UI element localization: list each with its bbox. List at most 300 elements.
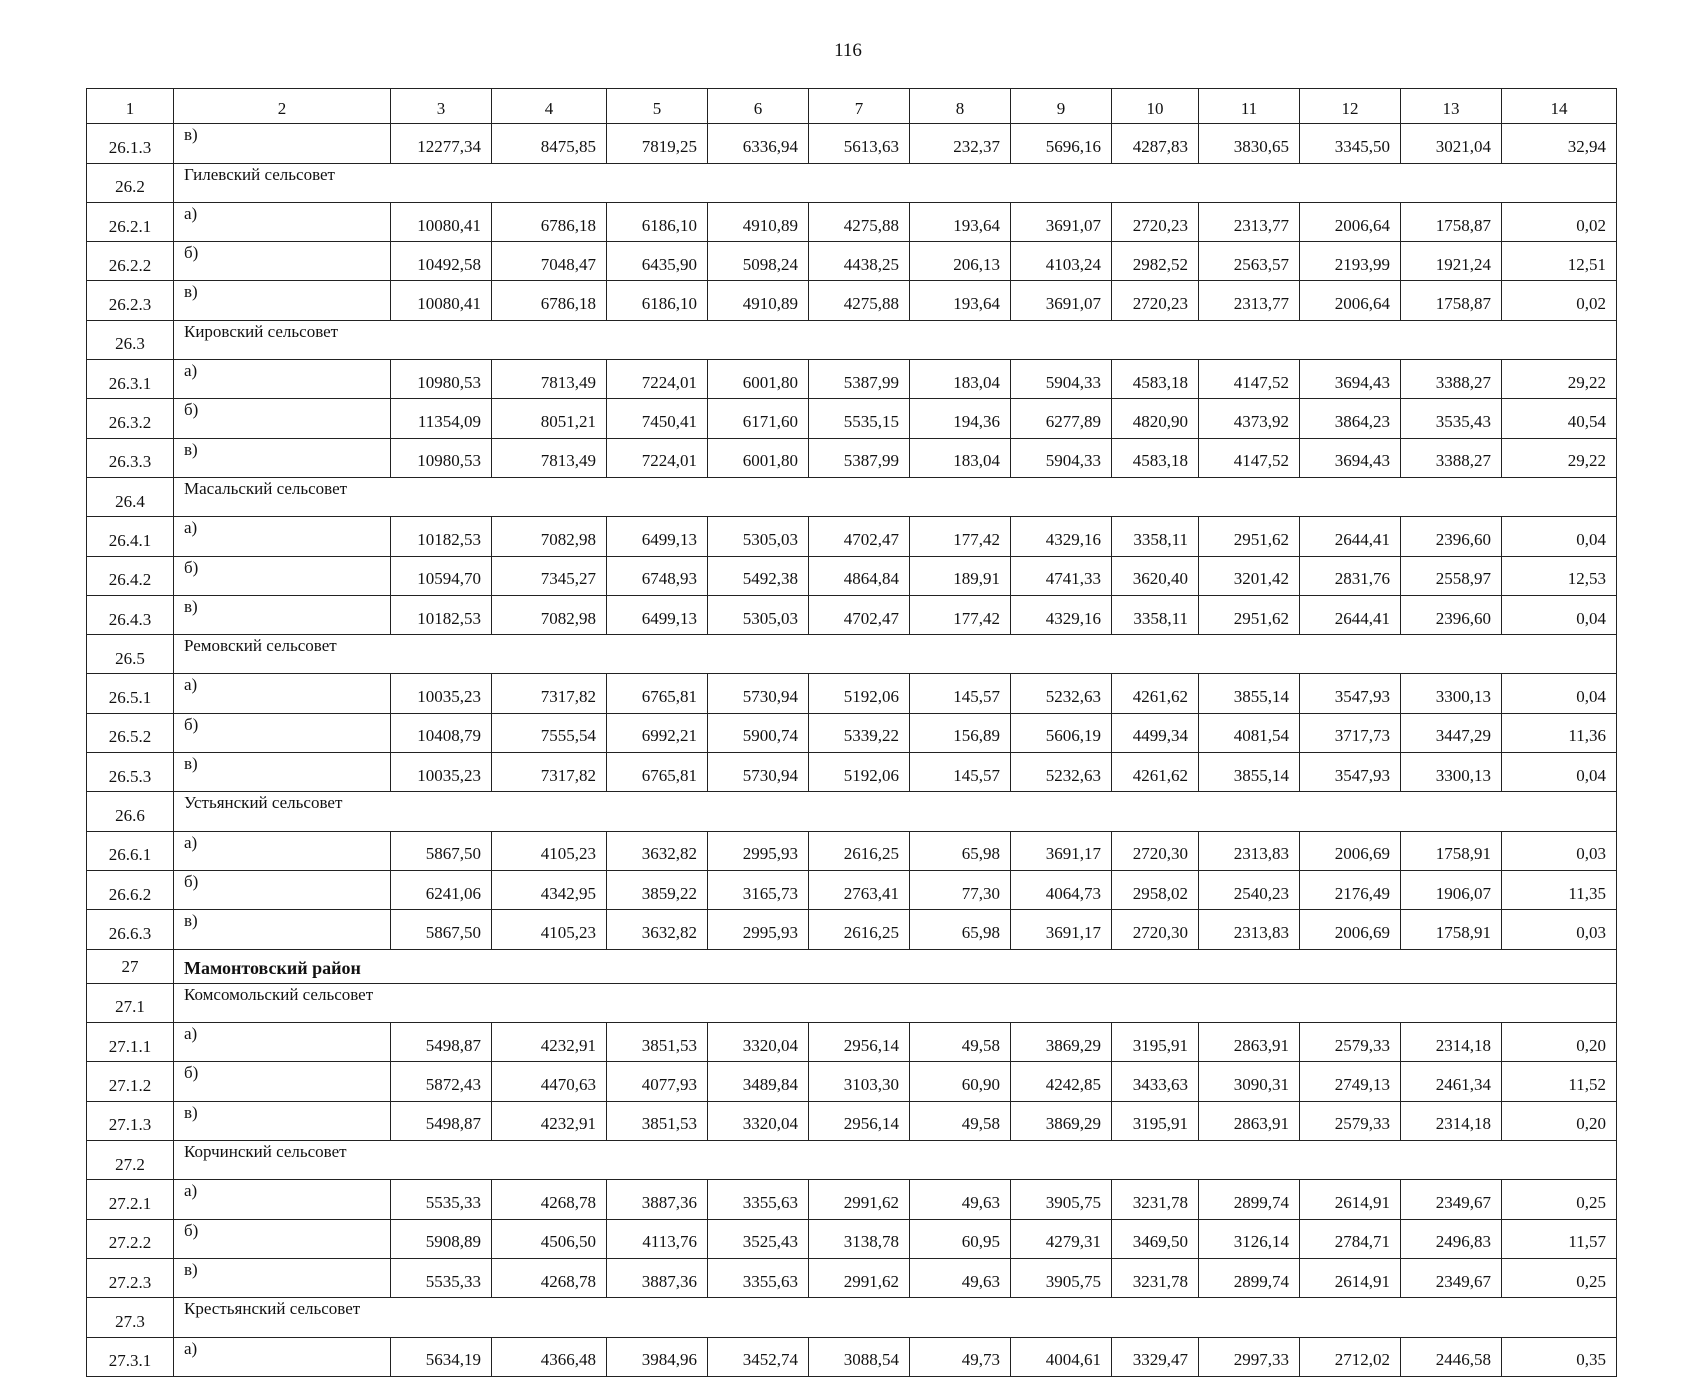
row-code: 26.3.1	[87, 360, 174, 399]
value-cell: 10182,53	[391, 595, 492, 634]
value-cell: 4438,25	[809, 242, 910, 281]
value-cell: 3984,96	[607, 1337, 708, 1376]
row-variant-label: в)	[174, 1258, 391, 1297]
row-variant-label: в)	[174, 910, 391, 949]
value-cell: 2982,52	[1112, 242, 1199, 281]
value-cell: 10080,41	[391, 202, 492, 241]
row-code: 27.2.2	[87, 1219, 174, 1258]
column-header: 6	[708, 89, 809, 124]
value-cell: 2749,13	[1300, 1062, 1401, 1101]
value-cell: 3859,22	[607, 870, 708, 909]
value-cell: 10594,70	[391, 556, 492, 595]
table-row	[87, 753, 1617, 792]
row-variant-label: б)	[174, 242, 391, 281]
value-cell: 2314,18	[1401, 1101, 1502, 1140]
value-cell: 5232,63	[1011, 753, 1112, 792]
value-cell: 5535,15	[809, 399, 910, 438]
value-cell: 194,36	[910, 399, 1011, 438]
value-cell: 2644,41	[1300, 517, 1401, 556]
value-cell: 7082,98	[492, 517, 607, 556]
row-code: 26.4.1	[87, 517, 174, 556]
value-cell: 5730,94	[708, 753, 809, 792]
row-code: 26.6	[87, 792, 174, 831]
value-cell: 3201,42	[1199, 556, 1300, 595]
value-cell: 2446,58	[1401, 1337, 1502, 1376]
row-code: 27.1.2	[87, 1062, 174, 1101]
value-cell: 0,02	[1502, 281, 1617, 320]
value-cell: 4004,61	[1011, 1337, 1112, 1376]
value-cell: 6786,18	[492, 281, 607, 320]
value-cell: 2313,77	[1199, 281, 1300, 320]
value-cell: 11,57	[1502, 1219, 1617, 1258]
section-row	[87, 477, 1617, 516]
value-cell: 5867,50	[391, 831, 492, 870]
value-cell: 3195,91	[1112, 1101, 1199, 1140]
value-cell: 4910,89	[708, 281, 809, 320]
value-cell: 2313,77	[1199, 202, 1300, 241]
row-variant-label: в)	[174, 124, 391, 163]
row-code: 26.3	[87, 320, 174, 359]
value-cell: 5098,24	[708, 242, 809, 281]
value-cell: 3887,36	[607, 1180, 708, 1219]
value-cell: 2396,60	[1401, 595, 1502, 634]
value-cell: 232,37	[910, 124, 1011, 163]
section-row	[87, 792, 1617, 831]
value-cell: 4081,54	[1199, 713, 1300, 752]
value-cell: 2995,93	[708, 910, 809, 949]
value-cell: 2997,33	[1199, 1337, 1300, 1376]
row-code: 27.1	[87, 983, 174, 1022]
value-cell: 3388,27	[1401, 438, 1502, 477]
row-variant-label: а)	[174, 517, 391, 556]
value-cell: 3855,14	[1199, 674, 1300, 713]
value-cell: 3300,13	[1401, 674, 1502, 713]
row-code: 26.2.2	[87, 242, 174, 281]
value-cell: 3691,17	[1011, 910, 1112, 949]
row-variant-label: а)	[174, 360, 391, 399]
value-cell: 4268,78	[492, 1180, 607, 1219]
value-cell: 3905,75	[1011, 1258, 1112, 1297]
row-variant-label: а)	[174, 1023, 391, 1062]
value-cell: 2349,67	[1401, 1258, 1502, 1297]
value-cell: 6171,60	[708, 399, 809, 438]
table-row	[87, 202, 1617, 241]
column-header: 4	[492, 89, 607, 124]
value-cell: 10408,79	[391, 713, 492, 752]
value-cell: 2784,71	[1300, 1219, 1401, 1258]
section-title: Комсомольский сельсовет	[174, 983, 1617, 1022]
row-code: 26.2.1	[87, 202, 174, 241]
value-cell: 4506,50	[492, 1219, 607, 1258]
value-cell: 2579,33	[1300, 1023, 1401, 1062]
value-cell: 5305,03	[708, 595, 809, 634]
value-cell: 4820,90	[1112, 399, 1199, 438]
table-row	[87, 713, 1617, 752]
value-cell: 183,04	[910, 360, 1011, 399]
value-cell: 65,98	[910, 910, 1011, 949]
value-cell: 145,57	[910, 753, 1011, 792]
value-cell: 2956,14	[809, 1023, 910, 1062]
value-cell: 5867,50	[391, 910, 492, 949]
value-cell: 5498,87	[391, 1101, 492, 1140]
row-variant-label: б)	[174, 399, 391, 438]
value-cell: 189,91	[910, 556, 1011, 595]
value-cell: 4864,84	[809, 556, 910, 595]
value-cell: 3535,43	[1401, 399, 1502, 438]
value-cell: 2831,76	[1300, 556, 1401, 595]
value-cell: 3329,47	[1112, 1337, 1199, 1376]
row-code: 26.2.3	[87, 281, 174, 320]
table-body	[87, 89, 1617, 1377]
value-cell: 2193,99	[1300, 242, 1401, 281]
section-title: Корчинский сельсовет	[174, 1141, 1617, 1180]
row-code: 27.1.1	[87, 1023, 174, 1062]
value-cell: 4702,47	[809, 517, 910, 556]
value-cell: 2951,62	[1199, 517, 1300, 556]
value-cell: 3138,78	[809, 1219, 910, 1258]
value-cell: 3691,07	[1011, 281, 1112, 320]
row-code: 27.3.1	[87, 1337, 174, 1376]
column-header: 7	[809, 89, 910, 124]
value-cell: 4287,83	[1112, 124, 1199, 163]
value-cell: 0,04	[1502, 517, 1617, 556]
value-cell: 2712,02	[1300, 1337, 1401, 1376]
value-cell: 3851,53	[607, 1023, 708, 1062]
value-cell: 3525,43	[708, 1219, 809, 1258]
value-cell: 0,20	[1502, 1101, 1617, 1140]
value-cell: 2951,62	[1199, 595, 1300, 634]
value-cell: 5908,89	[391, 1219, 492, 1258]
value-cell: 7224,01	[607, 438, 708, 477]
column-header: 11	[1199, 89, 1300, 124]
table-row	[87, 1258, 1617, 1297]
row-code: 26.4.3	[87, 595, 174, 634]
table-row	[87, 124, 1617, 163]
value-cell: 4275,88	[809, 202, 910, 241]
table-row	[87, 1180, 1617, 1219]
value-cell: 2995,93	[708, 831, 809, 870]
value-cell: 5305,03	[708, 517, 809, 556]
value-cell: 4064,73	[1011, 870, 1112, 909]
value-cell: 3447,29	[1401, 713, 1502, 752]
row-code: 27.2.1	[87, 1180, 174, 1219]
value-cell: 3195,91	[1112, 1023, 1199, 1062]
value-cell: 3632,82	[607, 910, 708, 949]
value-cell: 2313,83	[1199, 910, 1300, 949]
value-cell: 29,22	[1502, 438, 1617, 477]
value-cell: 3869,29	[1011, 1023, 1112, 1062]
value-cell: 10080,41	[391, 281, 492, 320]
column-header: 12	[1300, 89, 1401, 124]
row-code: 26.5.3	[87, 753, 174, 792]
section-row	[87, 1141, 1617, 1180]
value-cell: 2991,62	[809, 1180, 910, 1219]
table-row	[87, 1062, 1617, 1101]
row-variant-label: в)	[174, 1101, 391, 1140]
value-cell: 8051,21	[492, 399, 607, 438]
value-cell: 4342,95	[492, 870, 607, 909]
value-cell: 49,63	[910, 1258, 1011, 1297]
row-variant-label: б)	[174, 556, 391, 595]
column-header: 14	[1502, 89, 1617, 124]
value-cell: 4232,91	[492, 1101, 607, 1140]
table-row	[87, 281, 1617, 320]
value-cell: 3717,73	[1300, 713, 1401, 752]
value-cell: 6765,81	[607, 753, 708, 792]
value-cell: 3231,78	[1112, 1180, 1199, 1219]
value-cell: 3691,17	[1011, 831, 1112, 870]
value-cell: 3851,53	[607, 1101, 708, 1140]
value-cell: 5492,38	[708, 556, 809, 595]
value-cell: 2006,64	[1300, 202, 1401, 241]
value-cell: 2958,02	[1112, 870, 1199, 909]
value-cell: 6277,89	[1011, 399, 1112, 438]
section-row	[87, 1298, 1617, 1337]
value-cell: 7317,82	[492, 674, 607, 713]
section-row	[87, 320, 1617, 359]
table-row	[87, 870, 1617, 909]
row-variant-label: а)	[174, 1337, 391, 1376]
value-cell: 3300,13	[1401, 753, 1502, 792]
value-cell: 5904,33	[1011, 438, 1112, 477]
value-cell: 4105,23	[492, 910, 607, 949]
value-cell: 2349,67	[1401, 1180, 1502, 1219]
value-cell: 49,73	[910, 1337, 1011, 1376]
value-cell: 29,22	[1502, 360, 1617, 399]
value-cell: 1758,87	[1401, 202, 1502, 241]
row-code: 26.5.2	[87, 713, 174, 752]
row-variant-label: в)	[174, 595, 391, 634]
value-cell: 12,51	[1502, 242, 1617, 281]
value-cell: 7224,01	[607, 360, 708, 399]
row-code: 27	[87, 949, 174, 983]
value-cell: 4329,16	[1011, 595, 1112, 634]
value-cell: 2496,83	[1401, 1219, 1502, 1258]
column-header: 5	[607, 89, 708, 124]
value-cell: 10035,23	[391, 753, 492, 792]
value-cell: 2540,23	[1199, 870, 1300, 909]
row-code: 27.2.3	[87, 1258, 174, 1297]
value-cell: 2899,74	[1199, 1180, 1300, 1219]
value-cell: 6241,06	[391, 870, 492, 909]
value-cell: 5192,06	[809, 753, 910, 792]
value-cell: 3855,14	[1199, 753, 1300, 792]
value-cell: 206,13	[910, 242, 1011, 281]
value-cell: 5634,19	[391, 1337, 492, 1376]
value-cell: 2991,62	[809, 1258, 910, 1297]
value-cell: 3320,04	[708, 1101, 809, 1140]
table-row	[87, 1337, 1617, 1376]
value-cell: 7048,47	[492, 242, 607, 281]
table-row	[87, 360, 1617, 399]
section-title: Ремовский сельсовет	[174, 635, 1617, 674]
value-cell: 4147,52	[1199, 438, 1300, 477]
section-title: Крестьянский сельсовет	[174, 1298, 1617, 1337]
value-cell: 3088,54	[809, 1337, 910, 1376]
value-cell: 7555,54	[492, 713, 607, 752]
row-variant-label: а)	[174, 202, 391, 241]
value-cell: 0,04	[1502, 753, 1617, 792]
value-cell: 12277,34	[391, 124, 492, 163]
value-cell: 3021,04	[1401, 124, 1502, 163]
value-cell: 3864,23	[1300, 399, 1401, 438]
value-cell: 2614,91	[1300, 1180, 1401, 1219]
value-cell: 3320,04	[708, 1023, 809, 1062]
value-cell: 4373,92	[1199, 399, 1300, 438]
value-cell: 0,04	[1502, 595, 1617, 634]
value-cell: 0,02	[1502, 202, 1617, 241]
value-cell: 8475,85	[492, 124, 607, 163]
value-cell: 2461,34	[1401, 1062, 1502, 1101]
value-cell: 2314,18	[1401, 1023, 1502, 1062]
value-cell: 3869,29	[1011, 1101, 1112, 1140]
value-cell: 5872,43	[391, 1062, 492, 1101]
table-row	[87, 438, 1617, 477]
row-code: 26.6.1	[87, 831, 174, 870]
value-cell: 2956,14	[809, 1101, 910, 1140]
table-row	[87, 517, 1617, 556]
column-header: 3	[391, 89, 492, 124]
section-row	[87, 163, 1617, 202]
value-cell: 193,64	[910, 202, 1011, 241]
value-cell: 2006,64	[1300, 281, 1401, 320]
value-cell: 1758,91	[1401, 831, 1502, 870]
value-cell: 5696,16	[1011, 124, 1112, 163]
value-cell: 3231,78	[1112, 1258, 1199, 1297]
row-code: 26.6.3	[87, 910, 174, 949]
value-cell: 4329,16	[1011, 517, 1112, 556]
column-header: 13	[1401, 89, 1502, 124]
value-cell: 4147,52	[1199, 360, 1300, 399]
value-cell: 6186,10	[607, 281, 708, 320]
header-row	[87, 89, 1617, 124]
table-row	[87, 399, 1617, 438]
value-cell: 60,95	[910, 1219, 1011, 1258]
value-cell: 7813,49	[492, 438, 607, 477]
value-cell: 10980,53	[391, 360, 492, 399]
value-cell: 2563,57	[1199, 242, 1300, 281]
value-cell: 4268,78	[492, 1258, 607, 1297]
value-cell: 40,54	[1502, 399, 1617, 438]
value-cell: 3355,63	[708, 1180, 809, 1219]
value-cell: 6786,18	[492, 202, 607, 241]
value-cell: 49,58	[910, 1023, 1011, 1062]
value-cell: 4232,91	[492, 1023, 607, 1062]
value-cell: 4242,85	[1011, 1062, 1112, 1101]
value-cell: 3547,93	[1300, 753, 1401, 792]
value-cell: 4261,62	[1112, 674, 1199, 713]
value-cell: 2863,91	[1199, 1101, 1300, 1140]
row-variant-label: а)	[174, 1180, 391, 1219]
value-cell: 3489,84	[708, 1062, 809, 1101]
section-title: Устьянский сельсовет	[174, 792, 1617, 831]
value-cell: 7819,25	[607, 124, 708, 163]
value-cell: 49,58	[910, 1101, 1011, 1140]
value-cell: 6992,21	[607, 713, 708, 752]
value-cell: 4366,48	[492, 1337, 607, 1376]
value-cell: 11,52	[1502, 1062, 1617, 1101]
value-cell: 2176,49	[1300, 870, 1401, 909]
section-row	[87, 635, 1617, 674]
value-cell: 4499,34	[1112, 713, 1199, 752]
column-header: 2	[174, 89, 391, 124]
row-variant-label: б)	[174, 1219, 391, 1258]
value-cell: 2616,25	[809, 831, 910, 870]
value-cell: 5535,33	[391, 1180, 492, 1219]
value-cell: 7450,41	[607, 399, 708, 438]
value-cell: 0,25	[1502, 1258, 1617, 1297]
value-cell: 5498,87	[391, 1023, 492, 1062]
row-code: 27.3	[87, 1298, 174, 1337]
section-row	[87, 983, 1617, 1022]
row-variant-label: б)	[174, 870, 391, 909]
value-cell: 6435,90	[607, 242, 708, 281]
value-cell: 3345,50	[1300, 124, 1401, 163]
row-code: 26.1.3	[87, 124, 174, 163]
value-cell: 0,25	[1502, 1180, 1617, 1219]
value-cell: 4583,18	[1112, 438, 1199, 477]
row-variant-label: б)	[174, 1062, 391, 1101]
value-cell: 145,57	[910, 674, 1011, 713]
row-variant-label: в)	[174, 753, 391, 792]
value-cell: 2763,41	[809, 870, 910, 909]
value-cell: 7813,49	[492, 360, 607, 399]
table-row	[87, 242, 1617, 281]
row-code: 26.2	[87, 163, 174, 202]
column-header: 1	[87, 89, 174, 124]
value-cell: 11,35	[1502, 870, 1617, 909]
value-cell: 6001,80	[708, 360, 809, 399]
value-cell: 2614,91	[1300, 1258, 1401, 1297]
value-cell: 2558,97	[1401, 556, 1502, 595]
value-cell: 0,35	[1502, 1337, 1617, 1376]
value-cell: 3355,63	[708, 1258, 809, 1297]
value-cell: 2579,33	[1300, 1101, 1401, 1140]
section-title: Гилевский сельсовет	[174, 163, 1617, 202]
value-cell: 3165,73	[708, 870, 809, 909]
value-cell: 6765,81	[607, 674, 708, 713]
table-row	[87, 1101, 1617, 1140]
row-variant-label: в)	[174, 281, 391, 320]
value-cell: 5730,94	[708, 674, 809, 713]
value-cell: 5192,06	[809, 674, 910, 713]
value-cell: 2720,30	[1112, 831, 1199, 870]
value-cell: 49,63	[910, 1180, 1011, 1219]
value-cell: 4470,63	[492, 1062, 607, 1101]
value-cell: 5387,99	[809, 438, 910, 477]
value-cell: 10182,53	[391, 517, 492, 556]
value-cell: 6336,94	[708, 124, 809, 163]
value-cell: 2863,91	[1199, 1023, 1300, 1062]
value-cell: 2720,30	[1112, 910, 1199, 949]
value-cell: 5232,63	[1011, 674, 1112, 713]
value-cell: 10035,23	[391, 674, 492, 713]
section-title: Кировский сельсовет	[174, 320, 1617, 359]
value-cell: 4105,23	[492, 831, 607, 870]
value-cell: 5535,33	[391, 1258, 492, 1297]
value-cell: 4583,18	[1112, 360, 1199, 399]
value-cell: 3469,50	[1112, 1219, 1199, 1258]
value-cell: 3103,30	[809, 1062, 910, 1101]
value-cell: 2720,23	[1112, 281, 1199, 320]
value-cell: 156,89	[910, 713, 1011, 752]
value-cell: 4261,62	[1112, 753, 1199, 792]
value-cell: 3358,11	[1112, 517, 1199, 556]
page-number: 116	[834, 40, 862, 61]
column-header: 8	[910, 89, 1011, 124]
value-cell: 7317,82	[492, 753, 607, 792]
value-cell: 5900,74	[708, 713, 809, 752]
